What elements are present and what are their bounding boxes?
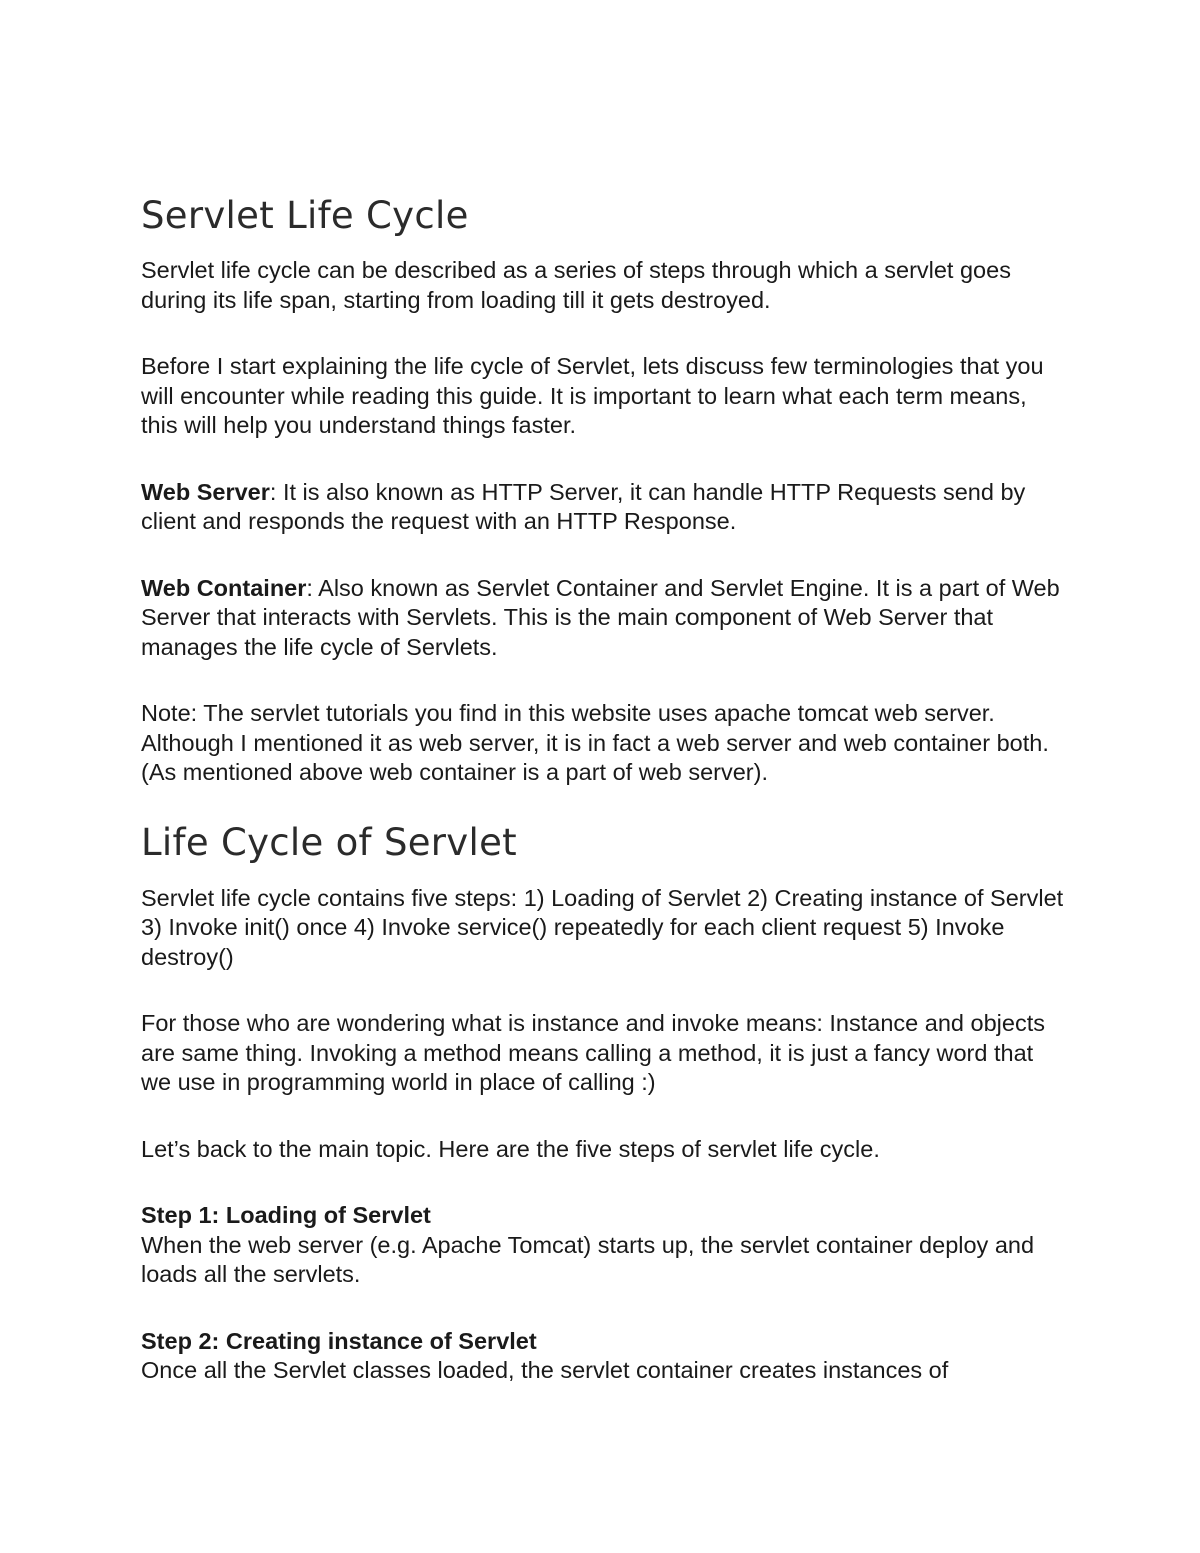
note-paragraph: Note: The servlet tutorials you find in this website uses apache tomcat web server. Although I mentioned it as web server, it is in fact a web server and web container both. (As mentioned above web container is a part of web server). [141, 700, 1049, 785]
step-2-heading-text: Step 2: Creating instance of Servlet [141, 1327, 537, 1354]
document-page [141, 190, 1066, 1386]
web-server-paragraph [141, 478, 1066, 537]
instance-note-paragraph: For those who are wondering what is instance and invoke means: Instance and objects are same thing. Invoking a method means calling a method, it is just a fancy word that we use in programming world in place of calling :) [141, 1010, 1045, 1095]
step-2-section [141, 1327, 1066, 1386]
web-container-definition: : Also known as Servlet Container and Servlet Engine. It is a part of Web Server that interacts with Servlets. This is the main component of Web Server that manages the life cycle of Servlets. [141, 574, 1060, 660]
step-1-section [141, 1201, 1066, 1290]
web-container-term: Web Container [141, 574, 307, 601]
web-server-definition: : It is also known as HTTP Server, it can handle HTTP Requests send by client and responds the request with an HTTP Response. [141, 478, 1026, 534]
step-1-text: When the web server (e.g. Apache Tomcat) starts up, the servlet container deploy and loads all the servlets. [141, 1231, 1035, 1287]
back-to-topic-paragraph: Let’s back to the main topic. Here are the five steps of servlet life cycle. [141, 1135, 880, 1162]
page-title: Servlet Life Cycle [141, 194, 469, 237]
terminology-intro-paragraph: Before I start explaining the life cycle of Servlet, lets discuss few terminologies that you will encounter while reading this guide. It is important to learn what each term means, this will help you understand things faster. [141, 353, 1044, 438]
web-container-paragraph [141, 574, 1066, 663]
step-2-text: Once all the Servlet classes loaded, the servlet container creates instances of [141, 1357, 949, 1383]
step-2-heading [141, 1327, 1066, 1357]
step-1-heading [141, 1201, 1066, 1231]
intro-paragraph: Servlet life cycle can be described as a series of steps through which a servlet goes during its life span, starting from loading till it gets destroyed. [141, 257, 1011, 313]
web-server-term: Web Server [141, 478, 270, 505]
section-title: Life Cycle of Servlet [141, 820, 517, 864]
step-1-heading-text: Step 1: Loading of Servlet [141, 1202, 431, 1228]
steps-summary-paragraph: Servlet life cycle contains five steps: 1) Loading of Servlet 2) Creating instance of Servlet 3) Invoke init() once 4) Invoke service() repeatedly for each client request 5) Invoke destroy() [141, 884, 1064, 970]
